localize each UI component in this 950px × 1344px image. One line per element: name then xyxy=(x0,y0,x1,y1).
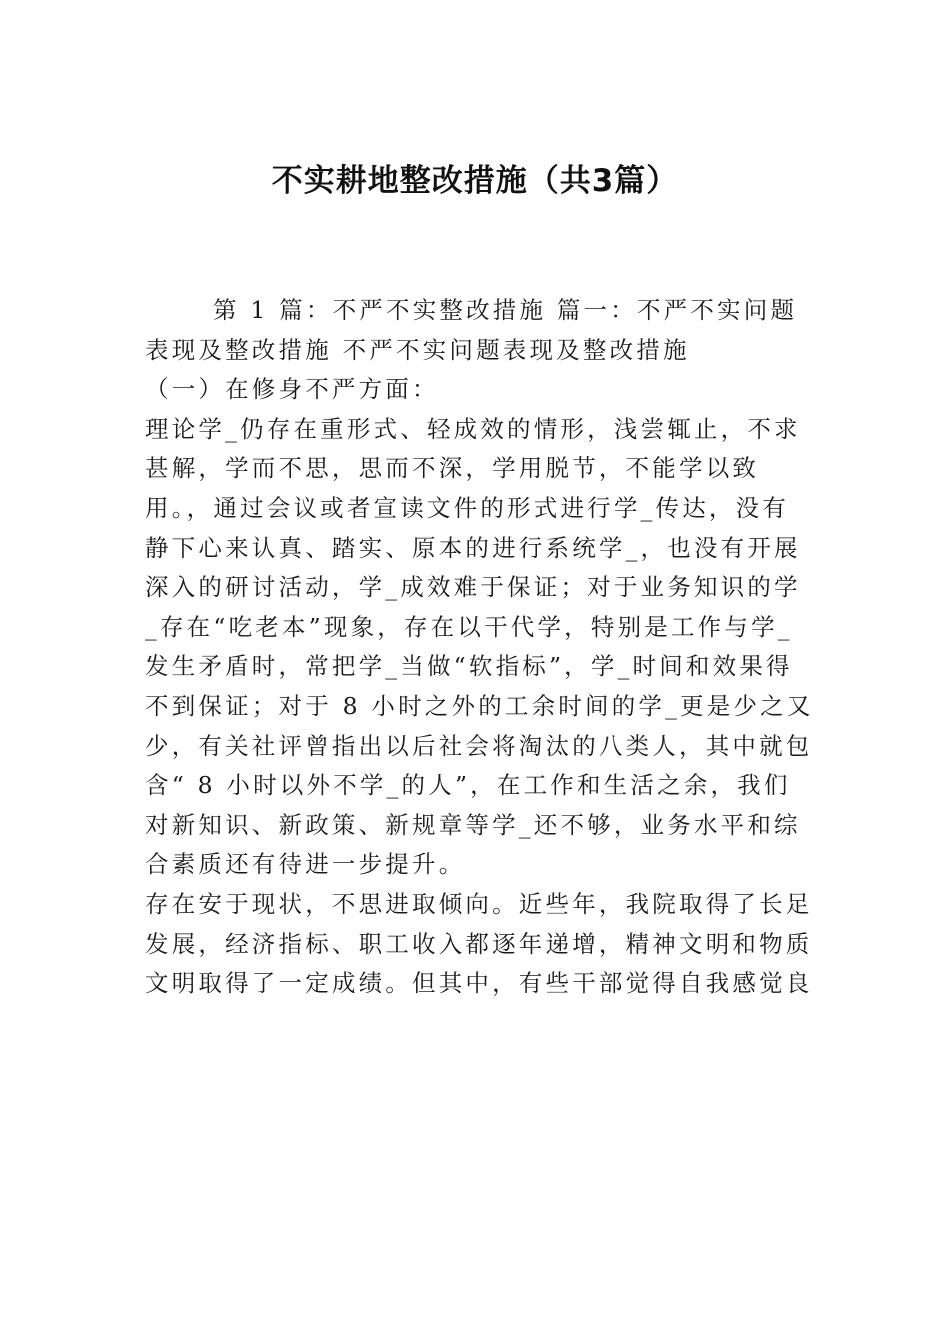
paragraph-intro: 第 1 篇：不严不实整改措施 篇一：不严不实问题表现及整改措施 不严不实问题表现及整改措施 xyxy=(145,296,798,364)
document-title: 不实耕地整改措施（共3篇） xyxy=(271,163,679,199)
document-body xyxy=(145,291,815,1004)
paragraph-section-heading: （一）在修身不严方面： xyxy=(145,375,439,404)
paragraph-theory-study: 理论学_仍存在重形式、轻成效的情形，浅尝辄止，不求甚解，学而不思，思而不深，学用脱节，不能学以致用。，通过会议或者宣读文件的形式进行学_传达，没有静下心来认真、踏实、原本的进行系统学_，也没有开展深入的研讨活动，学_成效难于保证；对于业务知识的学_存在“吃老本”现象，存在以干代学，特别是工作与学_发生矛盾时，常把学_当做“软指标”，学_时间和效果得不到保证；对于 8 小时之外的工余时间的学_更是少之又少，有关社评曾指出以后社会将淘汰的八类人，其中就包含“ 8 小时以外不学_的人”，在工作和生活之余，我们对新知识、新政策、新规章等学_还不够，业务水平和综合素质还有待进一步提升。 xyxy=(145,414,814,879)
paragraph-complacency: 存在安于现状，不思进取倾向。近些年，我院取得了长足发展，经济指标、职工收入都逐年递增，精神文明和物质文明取得了一定成绩。但其中，有些干部觉得自我感觉良 xyxy=(145,889,813,998)
